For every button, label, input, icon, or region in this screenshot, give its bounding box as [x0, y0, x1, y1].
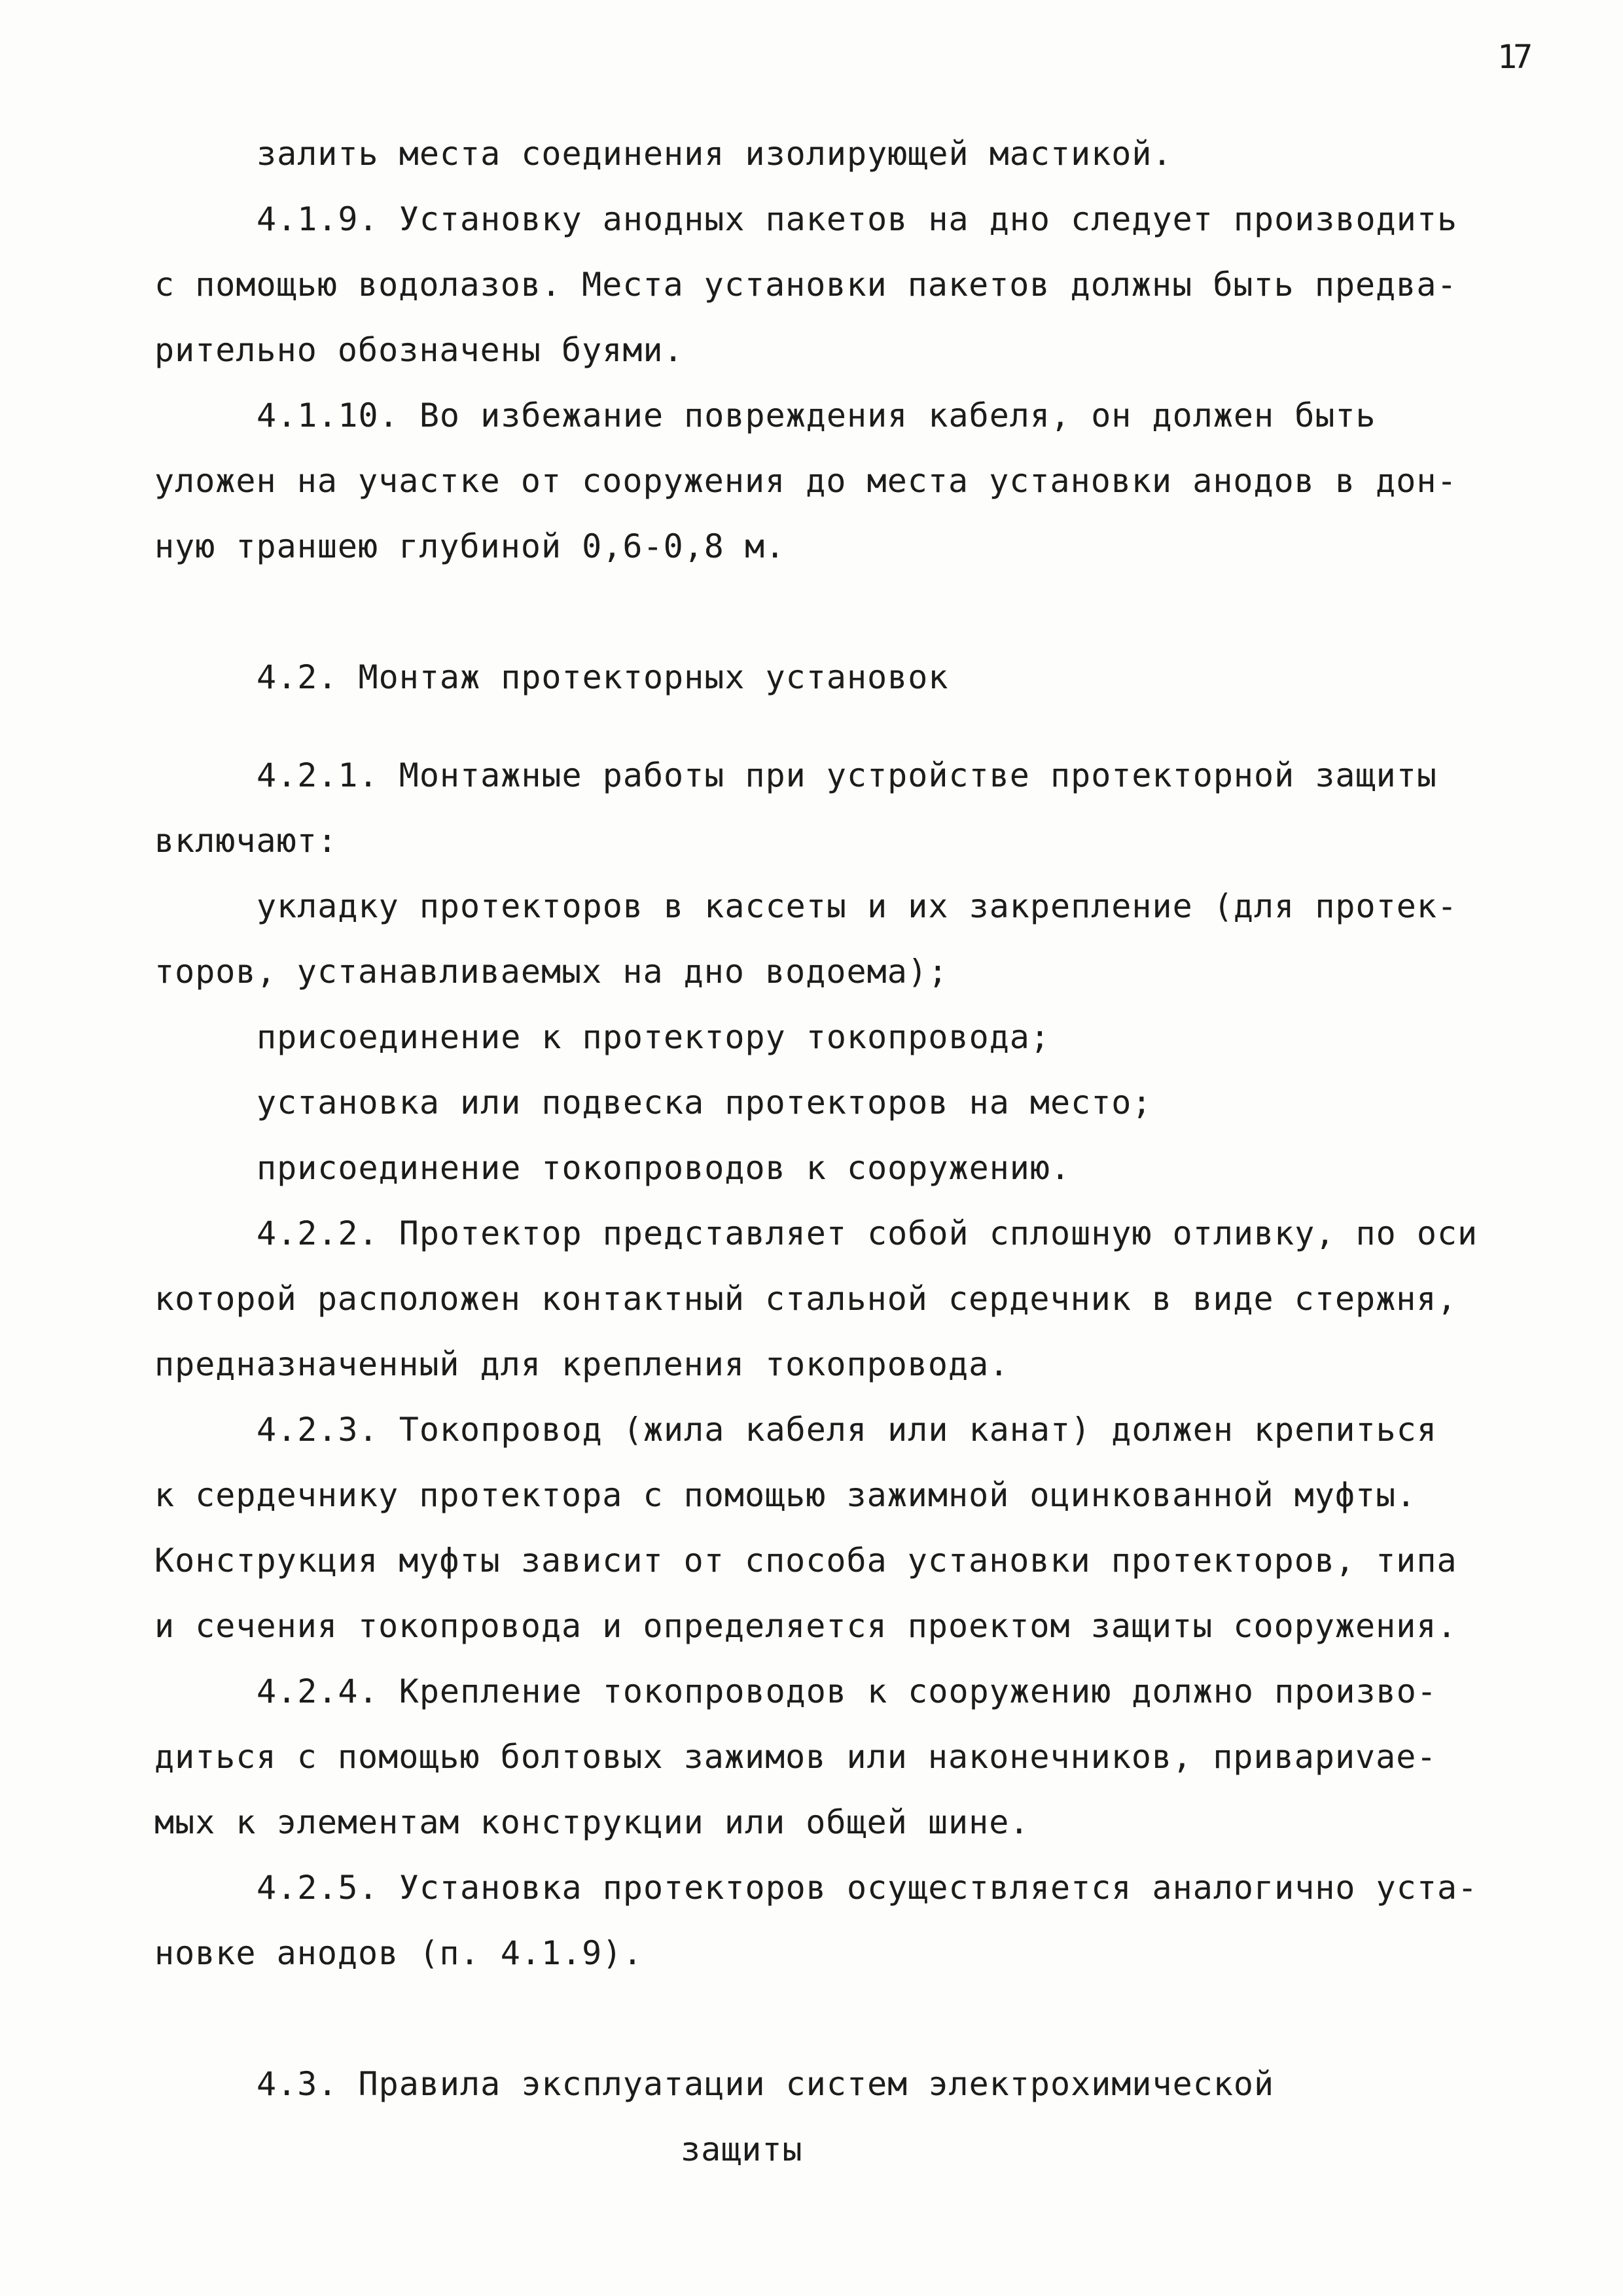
page-number: 17 — [1497, 38, 1529, 76]
text-line: новке анодов (п. 4.1.9). — [154, 1934, 643, 1972]
text-line: к сердечнику протектора с помощью зажимной оцинкованной муфты. — [154, 1476, 1417, 1514]
section-heading-4-3-continuation: защиты — [681, 2130, 803, 2168]
text-line: мых к элементам конструкции или общей шине. — [154, 1803, 1030, 1841]
paragraph-4-2-3: 4.2.3. Токопровод (жила кабеля или канат) должен крепиться — [257, 1411, 1437, 1449]
paragraph-4-1-9: 4.1.9. Установку анодных пакетов на дно следует производить — [257, 200, 1458, 238]
paragraph-4-2-2: 4.2.2. Протектор представляет собой сплошную отливку, по оси — [257, 1214, 1478, 1252]
paragraph-4-1-10: 4.1.10. Во избежание повреждения кабеля, он должен быть — [257, 397, 1376, 434]
text-line: уложен на участке от сооружения до места установки анодов в дон- — [154, 462, 1457, 500]
list-item: присоединение токопроводов к сооружению. — [257, 1149, 1071, 1187]
text-line: ную траншею глубиной 0,6-0,8 м. — [154, 527, 786, 565]
text-line: предназначенный для крепления токопровода. — [154, 1345, 1010, 1383]
paragraph-4-2-5: 4.2.5. Установка протекторов осуществляется аналогично уста- — [257, 1869, 1478, 1907]
paragraph-4-2-4: 4.2.4. Крепление токопроводов к сооружению должно произво- — [257, 1672, 1437, 1710]
list-item: установка или подвеска протекторов на место; — [257, 1084, 1152, 1122]
text-line: рительно обозначены буями. — [154, 331, 684, 369]
section-heading-4-3: 4.3. Правила эксплуатации систем электрохимической — [257, 2065, 1275, 2103]
list-item: присоединение к протектору токопровода; — [257, 1018, 1050, 1056]
text-line: включают: — [154, 822, 338, 860]
list-item: укладку протекторов в кассеты и их закрепление (для протек- — [257, 887, 1458, 925]
text-line: которой расположен контактный стальной сердечник в виде стержня, — [154, 1280, 1457, 1318]
text-line: Конструкция муфты зависит от способа установки протекторов, типа — [154, 1542, 1457, 1580]
text-line: и сечения токопровода и определяется проектом защиты сооружения. — [154, 1607, 1457, 1645]
text-line: с помощью водолазов. Места установки пакетов должны быть предва- — [154, 266, 1457, 304]
text-line: торов, устанавливаемых на дно водоема); — [154, 953, 948, 991]
paragraph-4-2-1: 4.2.1. Монтажные работы при устройстве протекторной защиты — [257, 756, 1437, 794]
section-heading-4-2: 4.2. Монтаж протекторных установок — [257, 658, 949, 696]
text-line: залить места соединения изолирующей мастикой. — [257, 135, 1173, 173]
text-line: диться с помощью болтовых зажимов или наконечников, привариvae- — [154, 1738, 1437, 1776]
